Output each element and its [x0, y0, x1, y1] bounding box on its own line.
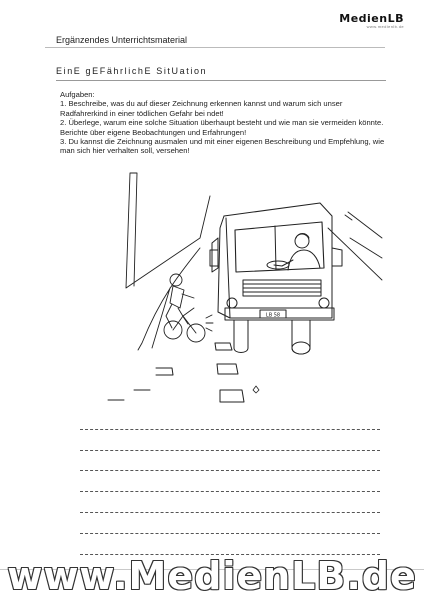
cyclist-child — [164, 274, 213, 342]
title-divider — [56, 80, 386, 81]
left-curb — [138, 248, 200, 350]
road-markings — [108, 343, 244, 402]
left-wall — [126, 173, 210, 288]
answer-line[interactable] — [80, 512, 380, 514]
answer-line[interactable] — [80, 491, 380, 493]
task-item-1: 1. Beschreibe, was du auf dieser Zeichnung erkennen kannst und warum sich unser Radfahrerkind in einer tödlichen Gefahr bei ndet! — [60, 99, 343, 118]
brand-logo — [339, 12, 404, 29]
artist-signature — [253, 386, 259, 393]
answer-line[interactable] — [80, 533, 380, 535]
truck-plate: LB 58 — [265, 312, 281, 319]
truck-cyclist-illustration — [60, 168, 390, 408]
brand-tagline: www.medienlb.de — [366, 24, 404, 29]
task-item-2: 2. Überlege, warum eine solche Situation überhaupt besteht und wie man sie vermeiden könnte. Berichte über eigene Beobachtungen und Erfahrungen! — [60, 118, 384, 137]
truck — [210, 203, 342, 354]
right-wall — [328, 212, 382, 280]
task-heading: Aufgaben: — [60, 90, 95, 99]
answer-line[interactable] — [80, 429, 380, 431]
answer-line[interactable] — [80, 470, 380, 472]
watermark: www.MedienLB.de — [7, 554, 417, 598]
page-title: EinE gEFährlichE SitUation — [56, 66, 208, 76]
answer-line[interactable] — [80, 450, 380, 452]
brand-name: MedienLB — [339, 12, 404, 25]
answer-lines — [80, 410, 380, 556]
task-item-3: 3. Du kannst die Zeichnung ausmalen und mit einer eigenen Beschreibung und Empfehlung, wie man sich hier verhalten soll, versehen! — [60, 137, 385, 156]
page-subtitle: Ergänzendes Unterrichtsmaterial — [56, 35, 188, 45]
task-list — [60, 90, 390, 156]
header-divider — [45, 47, 385, 48]
